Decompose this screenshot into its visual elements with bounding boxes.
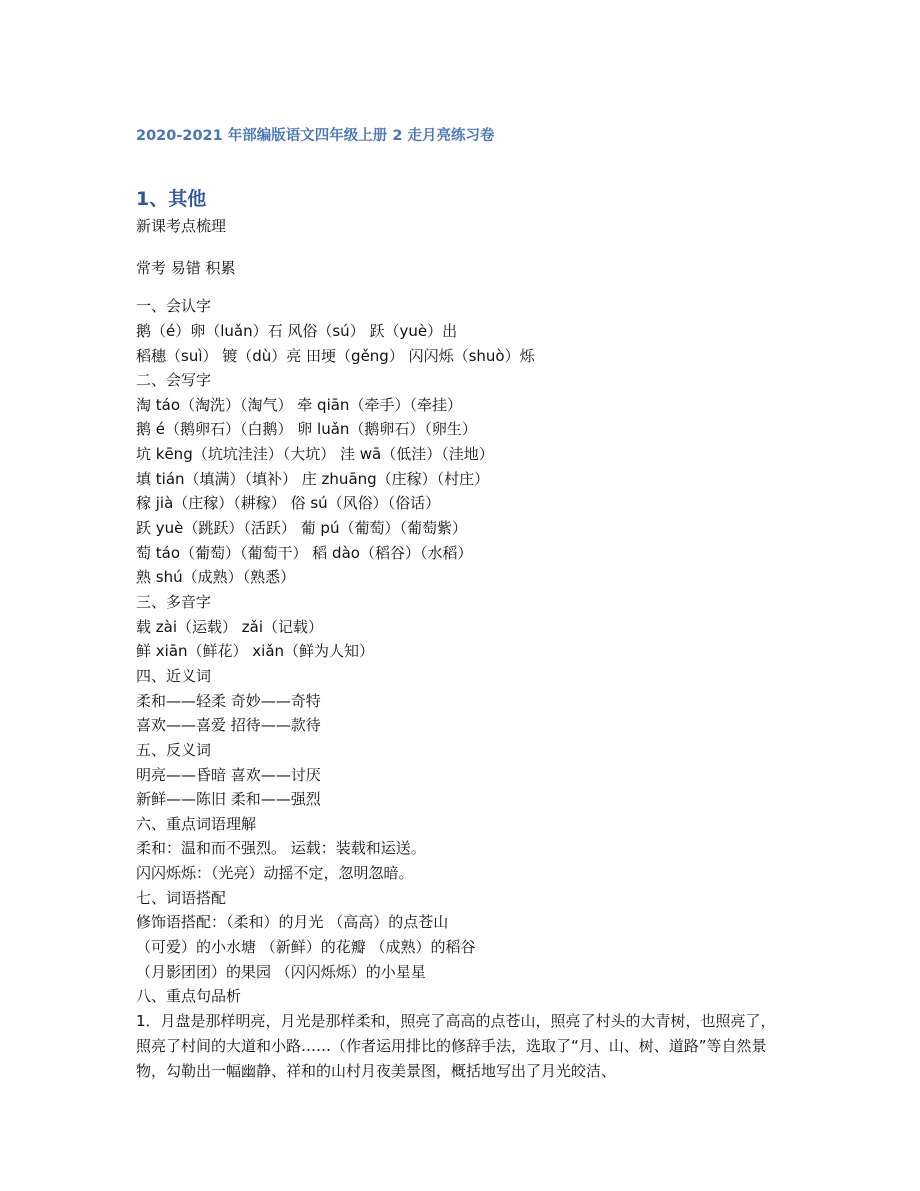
text-line: 新课考点梳理 — [136, 217, 227, 235]
text-line: 跃 yuè（跳跃）（活跃） 葡 pú（葡萄）（葡萄紫） — [136, 519, 467, 537]
text-line: 填 tián（填满）（填补） 庄 zhuāng（庄稼）（村庄） — [136, 470, 490, 488]
text-line: 明亮——昏暗 喜欢——讨厌 — [136, 766, 321, 784]
text-line: 坑 kēng（坑坑洼洼）（大坑） 洼 wā（低洼）（洼地） — [136, 445, 494, 463]
text-line: 常考 易错 积累 — [136, 259, 236, 277]
text-line: 鹅（é）卵（luǎn）石 风俗（sú） 跃（yuè）出 — [136, 322, 458, 340]
list-heading: 八、重点句品析 — [136, 987, 242, 1005]
text-line: （月影团团）的果园 （闪闪烁烁）的小星星 — [136, 963, 426, 981]
list-heading: 一、会认字 — [136, 297, 212, 315]
text-line: 鹅 é（鹅卵石）（白鹅） 卵 luǎn（鹅卵石）（卵生） — [136, 420, 477, 438]
list-heading: 二、会写字 — [136, 371, 212, 389]
text-line: 载 zài（运载） zǎi（记载） — [136, 618, 324, 636]
text-line: 鲜 xiān（鲜花） xiǎn（鲜为人知） — [136, 642, 375, 660]
text-line: 稻穗（suì） 镀（dù）亮 田埂（gěng） 闪闪烁（shuò）烁 — [136, 347, 535, 365]
text-line: 柔和：温和而不强烈。 运载：装载和运送。 — [136, 839, 426, 857]
list-heading: 五、反义词 — [136, 741, 212, 759]
text-line: 柔和——轻柔 奇妙——奇特 — [136, 692, 321, 710]
list-heading: 三、多音字 — [136, 593, 212, 611]
text-line: 新鲜——陈旧 柔和——强烈 — [136, 790, 321, 808]
list-heading: 四、近义词 — [136, 667, 212, 685]
text-line: 萄 táo（葡萄）（葡萄干） 稻 dào（稻谷）（水稻） — [136, 544, 473, 562]
text-line: 稼 jià（庄稼）（耕稼） 俗 sú（风俗）（俗话） — [136, 494, 441, 512]
list-heading: 六、重点词语理解 — [136, 815, 257, 833]
paragraph: 1．月盘是那样明亮，月光是那样柔和，照亮了高高的点苍山，照亮了村头的大青树，也照亮了，照亮了村间的大道和小路……（作者运用排比的修辞手法，选取了“月、山、树、道路”等自然景物，勾勒出一幅幽静、祥和的山村月夜美景图，概括地写出了月光皎洁、 — [136, 1012, 776, 1080]
text-line: 修饰语搭配：（柔和）的月光 （高高）的点苍山 — [136, 913, 449, 931]
list-heading: 七、词语搭配 — [136, 889, 227, 907]
section-heading: 1、其他 — [136, 188, 207, 210]
text-line: 熟 shú（成熟）（熟悉） — [136, 568, 296, 586]
text-line: 喜欢——喜爱 招待——款待 — [136, 716, 321, 734]
text-line: 闪闪烁烁：（光亮）动摇不定，忽明忽暗。 — [136, 864, 414, 882]
text-line: （可爱）的小水塘 （新鲜）的花瓣 （成熟）的稻谷 — [136, 938, 476, 956]
document-title: 2020-2021 年部编版语文四年级上册 2 走月亮练习卷 — [136, 128, 495, 144]
text-line: 淘 táo（淘洗）（淘气） 牵 qiān（牵手）（牵挂） — [136, 396, 462, 414]
